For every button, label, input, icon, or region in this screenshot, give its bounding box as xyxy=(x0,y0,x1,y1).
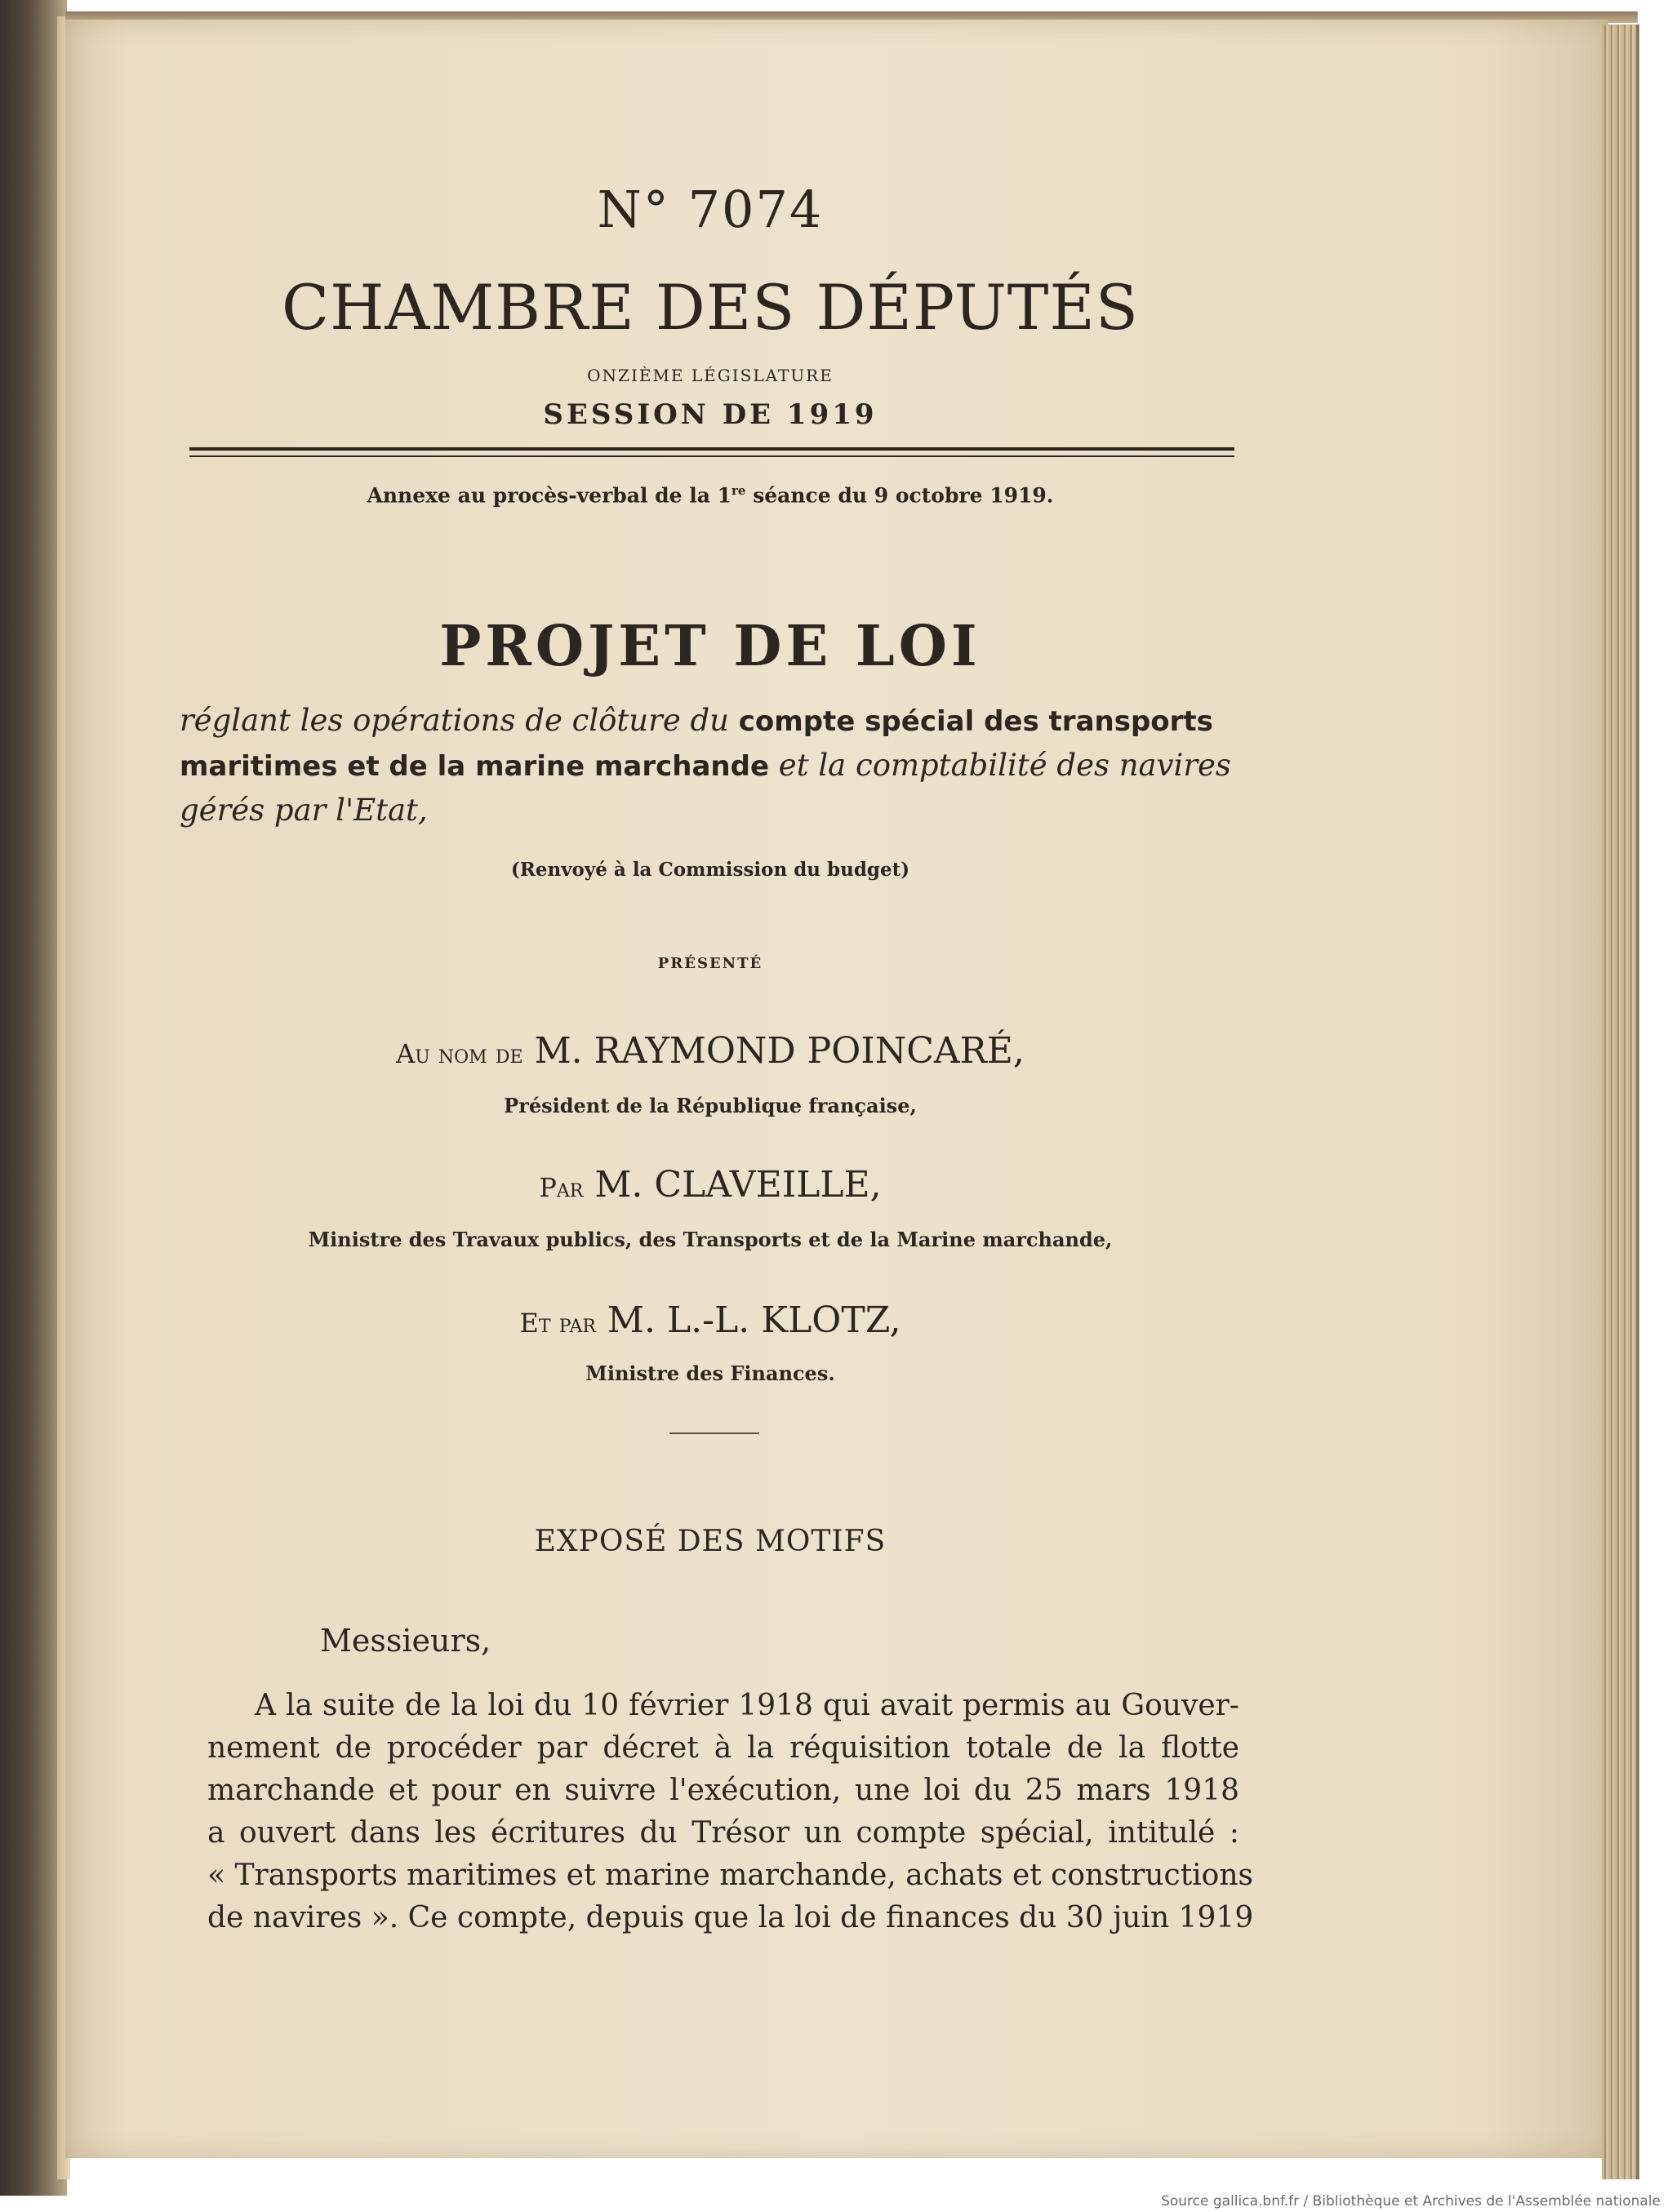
body-line: a ouvert dans les écritures du Trésor un compte spécial, intitulé : xyxy=(207,1816,1239,1850)
section-divider xyxy=(669,1432,759,1434)
page-stack-edge xyxy=(1602,24,1639,2179)
et-par-prefix: Et par xyxy=(519,1308,596,1339)
et-par-klotz-line xyxy=(180,1299,1241,1341)
ministre-finances: Ministre des Finances. xyxy=(585,1361,835,1385)
double-rule-top xyxy=(189,447,1234,451)
presente-label: PRÉSENTÉ xyxy=(657,955,763,972)
session-label: SESSION DE 1919 xyxy=(543,398,878,431)
document-subtitle xyxy=(180,699,1241,833)
subtitle-part1: réglant les opérations de clôture du xyxy=(180,703,739,738)
annexe-num: 1 xyxy=(717,483,732,508)
legislature-label: ONZIÈME LÉGISLATURE xyxy=(587,366,834,385)
au-nom-name: M. RAYMOND POINCARÉ, xyxy=(522,1030,1025,1072)
et-par-name: M. L.-L. KLOTZ, xyxy=(595,1299,901,1341)
par-name: M. CLAVEILLE, xyxy=(583,1164,882,1206)
ministre-travaux-publics: Ministre des Travaux publics, des Transports et de la Marine marchande, xyxy=(308,1228,1113,1251)
body-line: nement de procéder par décret à la réquisition totale de la flotte xyxy=(207,1731,1239,1765)
renvoye-note: (Renvoyé à la Commission du budget) xyxy=(510,859,910,881)
subtitle-part2: compte spécial des transports maritimes et de la marine marchande xyxy=(180,705,1213,783)
par-claveille-line xyxy=(180,1164,1241,1206)
document-number: N° 7074 xyxy=(597,180,824,239)
source-credit: Source gallica.bnf.fr / Bibliothèque et Archives de l'Assemblée nationale xyxy=(1161,2193,1661,2210)
chamber-heading: CHAMBRE DES DÉPUTÉS xyxy=(282,271,1139,344)
annexe-suffix: séance du 9 octobre 1919. xyxy=(745,483,1054,508)
annexe-sup: re xyxy=(732,483,746,498)
double-rule-bottom xyxy=(189,455,1234,457)
annexe-prefix: Annexe au procès-verbal de la xyxy=(367,483,718,508)
body-line: « Transports maritimes et marine marchande, achats et constructions xyxy=(207,1859,1254,1892)
body-line: de navires ». Ce compte, depuis que la loi de finances du 30 juin 1919 xyxy=(207,1901,1254,1934)
par-prefix: Par xyxy=(539,1172,584,1203)
au-nom-prefix: Au nom de xyxy=(396,1038,523,1069)
document-title: PROJET DE LOI xyxy=(439,614,981,679)
salutation: Messieurs, xyxy=(320,1623,491,1659)
subtitle-part3: et la comptabilité des navires gérés par l'Etat, xyxy=(180,748,1231,828)
annexe-line xyxy=(180,483,1241,507)
body-line: marchande et pour en suivre l'exécution, une loi du 25 mars 1918 xyxy=(207,1774,1239,1807)
body-paragraph xyxy=(207,1685,1254,1939)
au-nom-line xyxy=(180,1030,1241,1072)
president-title: Président de la République française, xyxy=(504,1094,917,1117)
body-line: A la suite de la loi du 10 février 1918 qui avait permis au Gouver- xyxy=(255,1689,1239,1722)
expose-heading: EXPOSÉ DES MOTIFS xyxy=(534,1525,887,1558)
